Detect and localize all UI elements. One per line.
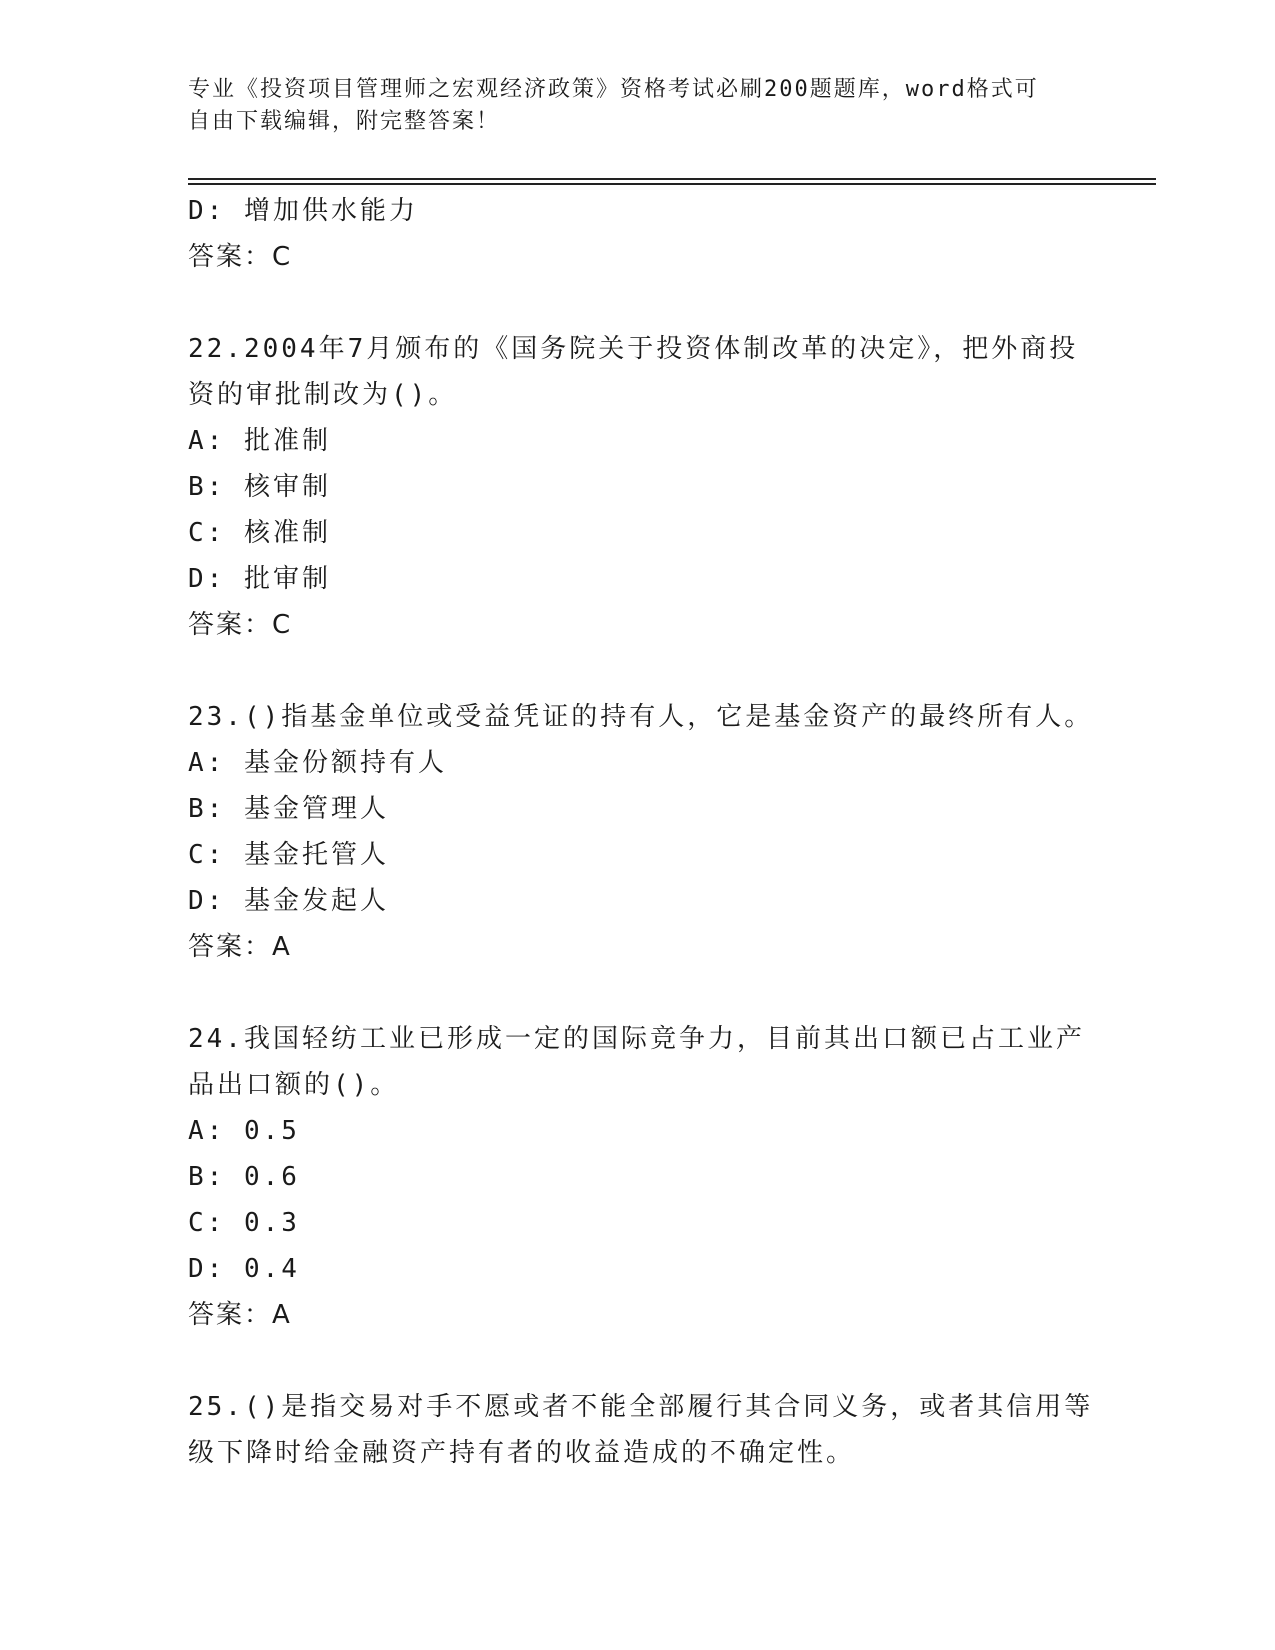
spacer [188, 280, 1088, 326]
option-d: D: 批审制 [188, 564, 331, 594]
option-b: B: 核审制 [188, 472, 331, 502]
question-text-continued: 品出口额的()。 [188, 1070, 400, 1100]
option-a: A: 0.5 [188, 1116, 300, 1146]
header-line-1: 专业《投资项目管理师之宏观经济政策》资格考试必刷200题题库，word格式可 [188, 77, 1039, 102]
option-c: C: 0.3 [188, 1208, 300, 1238]
question-24 [188, 1016, 1088, 1338]
spacer [188, 648, 1088, 694]
answer: 答案：C [188, 610, 293, 640]
option-d: D: 增加供水能力 [188, 196, 418, 226]
question-text: 24.我国轻纺工业已形成一定的国际竞争力，目前其出口额已占工业产 [188, 1024, 1085, 1054]
question-22 [188, 326, 1088, 648]
answer: 答案：A [188, 1300, 292, 1330]
answer: 答案：A [188, 932, 292, 962]
question-text: 23.()指基金单位或受益凭证的持有人，它是基金资产的最终所有人。 [188, 702, 1094, 732]
spacer [188, 1338, 1088, 1384]
page-header [188, 74, 1088, 138]
document-body [188, 188, 1094, 1476]
option-d: D: 基金发起人 [188, 886, 389, 916]
spacer [188, 970, 1088, 1016]
answer: 答案：C [188, 242, 293, 272]
header-divider-bottom [188, 183, 1156, 185]
option-a: A: 批准制 [188, 426, 331, 456]
option-b: B: 基金管理人 [188, 794, 389, 824]
question-23 [188, 694, 1094, 970]
header-divider-top [188, 178, 1156, 180]
header-line-2: 自由下载编辑，附完整答案！ [188, 109, 501, 134]
question-text: 25.()是指交易对手不愿或者不能全部履行其合同义务，或者其信用等 [188, 1392, 1094, 1422]
question-text-continued: 级下降时给金融资产持有者的收益造成的不确定性。 [188, 1438, 856, 1468]
question-25 [188, 1384, 1094, 1476]
option-c: C: 核准制 [188, 518, 331, 548]
question-text-continued: 资的审批制改为()。 [188, 380, 458, 410]
option-d: D: 0.4 [188, 1254, 300, 1284]
question-text: 22.2004年7月颁布的《国务院关于投资体制改革的决定》，把外商投 [188, 334, 1079, 364]
option-b: B: 0.6 [188, 1162, 300, 1192]
option-c: C: 基金托管人 [188, 840, 389, 870]
option-a: A: 基金份额持有人 [188, 748, 447, 778]
